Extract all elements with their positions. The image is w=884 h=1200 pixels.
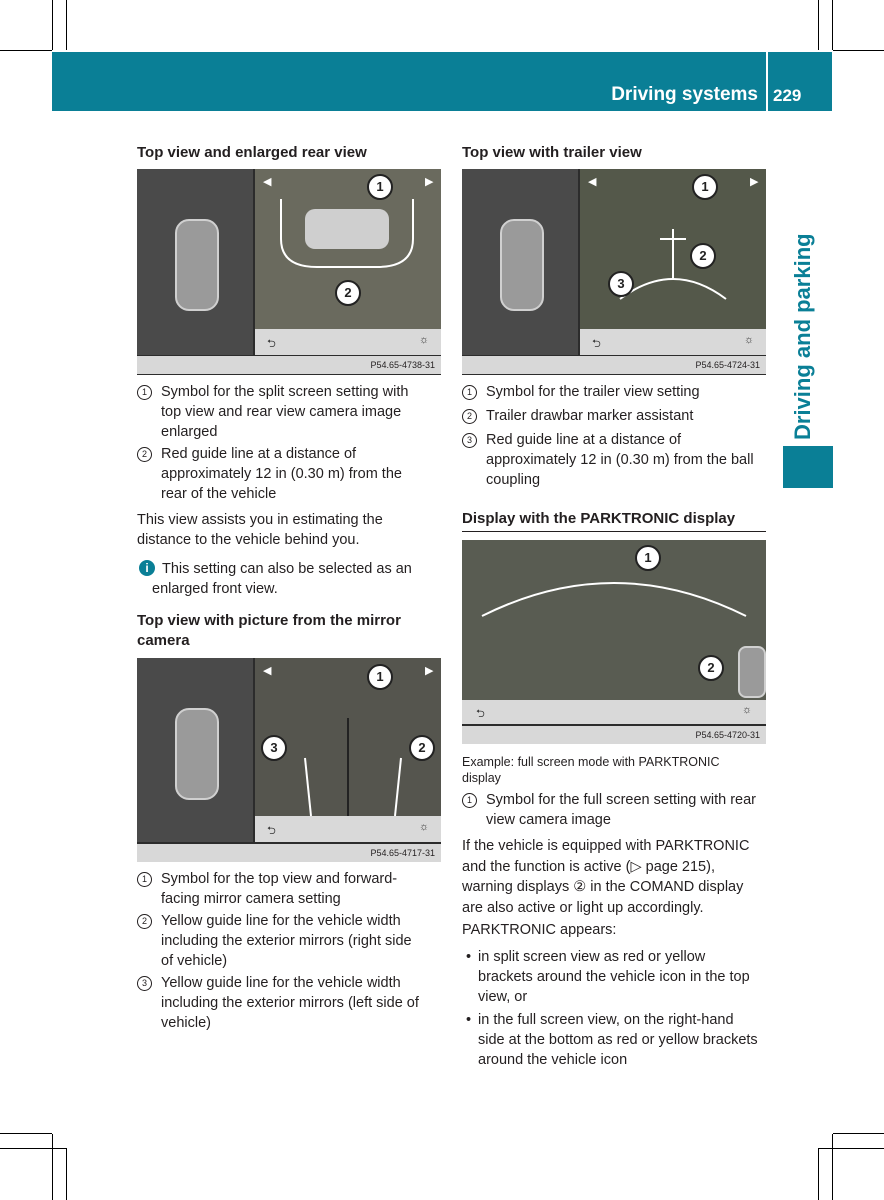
item-number: 1 <box>137 872 152 887</box>
list-item <box>462 790 772 830</box>
callout-3: 3 <box>608 271 634 297</box>
figure-code: P54.65-4720-31 <box>695 730 760 740</box>
side-tab-label: Driving and parking <box>790 233 815 440</box>
camera-image-trailer-view <box>462 169 766 375</box>
vehicle-icon <box>175 219 219 311</box>
crop-mark <box>0 1148 66 1149</box>
camera-image-top-view-mirror <box>137 658 441 862</box>
item-number: 3 <box>462 433 477 448</box>
paragraph: PARKTRONIC appears: <box>462 922 617 938</box>
camera-image-top-view-rear <box>137 169 441 375</box>
callout-1: 1 <box>367 664 393 690</box>
callout-3: 3 <box>261 735 287 761</box>
crop-mark <box>832 0 833 50</box>
info-icon: i <box>139 560 155 576</box>
guide-line <box>462 560 766 620</box>
section-heading: Top view with picture from the mirror camera <box>137 612 401 649</box>
list-item <box>137 973 447 1033</box>
paragraph: This view assists you in estimating the distance to the vehicle behind you. <box>137 512 383 548</box>
callout-1: 1 <box>367 174 393 200</box>
item-text: Symbol for the full screen setting with rear view camera image <box>486 792 756 828</box>
item-number: 1 <box>462 385 477 400</box>
list-item <box>462 430 772 490</box>
item-number: 2 <box>462 409 477 424</box>
vehicle-icon <box>500 219 544 311</box>
arrow-right-icon: ▶ <box>425 665 434 677</box>
camera-image-parktronic <box>462 540 766 744</box>
brightness-icon: ☼ <box>419 821 430 833</box>
crop-mark <box>818 1148 819 1200</box>
control-bar <box>255 329 441 355</box>
side-tab-block <box>783 446 833 488</box>
crop-mark <box>0 1133 52 1134</box>
arrow-right-icon: ▶ <box>750 176 759 188</box>
control-bar <box>580 329 766 355</box>
control-bar <box>255 816 441 842</box>
section-heading: Display with the PARKTRONIC display <box>462 510 766 532</box>
crop-mark <box>0 50 52 51</box>
back-icon: ⮌ <box>476 708 485 720</box>
figure-code-strip <box>462 356 766 374</box>
control-bar <box>462 700 766 724</box>
callout-2: 2 <box>690 243 716 269</box>
item-number: 3 <box>137 976 152 991</box>
arrow-left-icon: ◀ <box>263 665 272 677</box>
item-number: 1 <box>462 793 477 808</box>
crop-mark <box>833 1133 884 1134</box>
figure-code: P54.65-4738-31 <box>370 360 435 370</box>
figure-code-strip <box>462 726 766 744</box>
page-number: 229 <box>773 86 802 105</box>
item-text: Symbol for the split screen setting with top view and rear view camera image enlarged <box>161 384 409 440</box>
list-item <box>137 382 447 442</box>
figure-code: P54.65-4724-31 <box>695 360 760 370</box>
bullet-item: • in split screen view as red or yellow brackets around the vehicle icon in the top view, or <box>466 949 750 1005</box>
crop-mark <box>66 1148 67 1200</box>
guide-lines <box>255 718 441 816</box>
info-note: This setting can also be selected as an enlarged front view. <box>152 561 412 597</box>
bullet-marker: • <box>466 1012 472 1028</box>
guide-lines <box>580 219 766 309</box>
header-title: Driving systems <box>611 84 758 105</box>
figure-caption: Example: full screen mode with PARKTRONIC display <box>462 755 720 785</box>
list-item <box>137 911 447 971</box>
brightness-icon: ☼ <box>419 334 430 346</box>
section-heading: Top view and enlarged rear view <box>137 144 367 161</box>
callout-2: 2 <box>335 280 361 306</box>
figure-code: P54.65-4717-31 <box>370 848 435 858</box>
crop-mark <box>818 0 819 50</box>
list-item <box>137 869 447 909</box>
figure-code-strip <box>137 844 441 862</box>
arrow-left-icon: ◀ <box>588 176 597 188</box>
crop-mark <box>818 1148 884 1149</box>
brightness-icon: ☼ <box>742 704 753 716</box>
item-number: 1 <box>137 385 152 400</box>
back-icon: ⮌ <box>267 825 276 837</box>
arrow-right-icon: ▶ <box>425 176 434 188</box>
crop-mark <box>66 0 67 50</box>
item-text: Trailer drawbar marker assistant <box>486 408 694 424</box>
callout-1: 1 <box>692 174 718 200</box>
arrow-left-icon: ◀ <box>263 176 272 188</box>
callout-2: 2 <box>409 735 435 761</box>
item-text: Red guide line at a distance of approximately 12 in (0.30 m) from the rear of the vehicle <box>161 446 402 502</box>
crop-mark <box>52 0 53 50</box>
bullet-marker: • <box>466 949 472 965</box>
callout-2: 2 <box>698 655 724 681</box>
item-number: 2 <box>137 447 152 462</box>
bullet-item: • in the full screen view, on the right-hand side at the bottom as red or yellow brackets around the vehicle icon <box>466 1012 758 1068</box>
item-text: Yellow guide line for the vehicle width including the exterior mirrors (left side of vehicle) <box>161 975 419 1031</box>
back-icon: ⮌ <box>267 338 276 350</box>
section-heading: Top view with trailer view <box>462 144 642 161</box>
list-item <box>462 382 772 402</box>
crop-mark <box>832 1134 833 1200</box>
vehicle-icon <box>738 646 766 698</box>
item-text: Yellow guide line for the vehicle width including the exterior mirrors (right side of vehicle) <box>161 913 412 969</box>
figure-code-strip <box>137 356 441 374</box>
list-item <box>137 444 447 504</box>
item-text: Symbol for the top view and forward- facing mirror camera setting <box>161 871 398 907</box>
paragraph: If the vehicle is equipped with PARKTRONIC and the function is active (▷ page 215), warning displays ② in the COMAND display are also active or light up accordingly. <box>462 838 750 916</box>
header-divider <box>766 52 768 111</box>
item-number: 2 <box>137 914 152 929</box>
guide-line <box>277 199 417 269</box>
callout-1: 1 <box>635 545 661 571</box>
brightness-icon: ☼ <box>744 334 755 346</box>
item-text: Red guide line at a distance of approximately 12 in (0.30 m) from the ball coupling <box>486 432 754 488</box>
list-item <box>462 406 772 426</box>
crop-mark <box>52 1134 53 1200</box>
crop-mark <box>833 50 884 51</box>
item-text: Symbol for the trailer view setting <box>486 384 700 400</box>
back-icon: ⮌ <box>592 338 601 350</box>
vehicle-icon <box>175 708 219 800</box>
